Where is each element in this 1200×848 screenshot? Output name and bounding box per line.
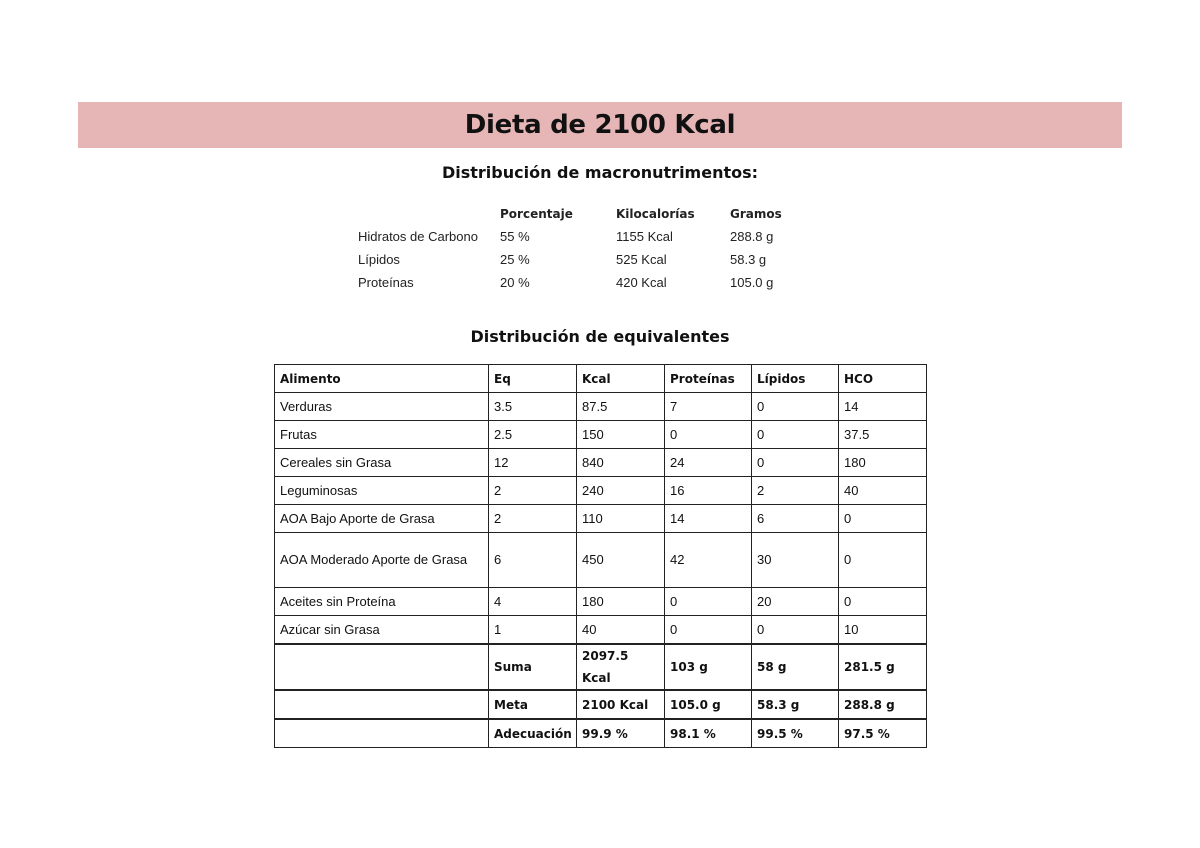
header-cell: Proteínas	[665, 365, 752, 393]
table-cell: 14	[839, 393, 927, 421]
table-cell: 110	[577, 505, 665, 533]
summary-row-suma	[275, 644, 927, 690]
macro-row	[358, 225, 810, 248]
table-row	[275, 505, 927, 533]
summary-label: Suma	[489, 644, 577, 690]
table-cell: 2.5	[489, 421, 577, 449]
macro-cell: Hidratos de Carbono	[358, 229, 478, 244]
page-title: Dieta de 2100 Kcal	[464, 110, 736, 140]
table-cell: 180	[577, 588, 665, 616]
macro-cell: 20 %	[500, 275, 530, 290]
summary-cell: 2097.5 Kcal	[577, 644, 665, 690]
table-cell: 0	[752, 421, 839, 449]
table-cell: 40	[577, 616, 665, 645]
macro-header-cell: Gramos	[730, 206, 782, 221]
macro-cell: 1155 Kcal	[616, 229, 673, 244]
macro-header-row	[358, 202, 810, 225]
summary-cell: 99.5 %	[752, 719, 839, 748]
summary-cell: 103 g	[665, 644, 752, 690]
summary-cell: 98.1 %	[665, 719, 752, 748]
summary-row-adecuacion	[275, 719, 927, 748]
macro-header-cell: Kilocalorías	[616, 206, 695, 221]
table-cell: 14	[665, 505, 752, 533]
macro-cell: Lípidos	[358, 252, 400, 267]
macro-row	[358, 271, 810, 294]
macro-table	[358, 202, 810, 294]
table-cell: 2	[489, 505, 577, 533]
table-cell: 0	[665, 616, 752, 645]
macro-cell: 420 Kcal	[616, 275, 667, 290]
header-cell: Lípidos	[752, 365, 839, 393]
table-cell: Aceites sin Proteína	[275, 588, 489, 616]
summary-blank-cell	[275, 644, 489, 690]
macro-cell: Proteínas	[358, 275, 414, 290]
table-cell: Leguminosas	[275, 477, 489, 505]
table-cell: 150	[577, 421, 665, 449]
table-cell: 2	[489, 477, 577, 505]
macro-cell: 25 %	[500, 252, 530, 267]
table-row	[275, 449, 927, 477]
table-cell: 0	[839, 533, 927, 588]
summary-label: Meta	[489, 690, 577, 719]
table-row	[275, 588, 927, 616]
table-cell: 6	[752, 505, 839, 533]
summary-label: Adecuación	[489, 719, 577, 748]
macro-header-cell: Porcentaje	[500, 206, 573, 221]
summary-blank-cell	[275, 690, 489, 719]
table-cell: 42	[665, 533, 752, 588]
macro-row	[358, 248, 810, 271]
summary-cell: 105.0 g	[665, 690, 752, 719]
macro-cell: 55 %	[500, 229, 530, 244]
table-row	[275, 421, 927, 449]
summary-cell: 2100 Kcal	[577, 690, 665, 719]
summary-cell: 97.5 %	[839, 719, 927, 748]
table-cell: 20	[752, 588, 839, 616]
table-cell: 0	[839, 505, 927, 533]
macro-cell: 105.0 g	[730, 275, 774, 290]
header-cell: Alimento	[275, 365, 489, 393]
table-cell: 10	[839, 616, 927, 645]
equivalents-table	[274, 364, 927, 748]
table-cell: 240	[577, 477, 665, 505]
title-banner	[78, 102, 1122, 148]
table-cell: Verduras	[275, 393, 489, 421]
table-cell: AOA Bajo Aporte de Grasa	[275, 505, 489, 533]
table-row	[275, 616, 927, 645]
summary-cell: 281.5 g	[839, 644, 927, 690]
summary-cell: 58 g	[752, 644, 839, 690]
macro-heading: Distribución de macronutrimentos:	[441, 163, 759, 182]
table-cell: 12	[489, 449, 577, 477]
summary-cell: 288.8 g	[839, 690, 927, 719]
table-cell: 3.5	[489, 393, 577, 421]
header-cell: Eq	[489, 365, 577, 393]
table-row	[275, 533, 927, 588]
macro-cell: 525 Kcal	[616, 252, 667, 267]
summary-cell: 99.9 %	[577, 719, 665, 748]
table-row	[275, 477, 927, 505]
table-cell: 0	[752, 449, 839, 477]
table-cell: 7	[665, 393, 752, 421]
table-cell: 40	[839, 477, 927, 505]
table-cell: 16	[665, 477, 752, 505]
table-cell: 1	[489, 616, 577, 645]
header-cell: HCO	[839, 365, 927, 393]
table-cell: 4	[489, 588, 577, 616]
table-cell: 24	[665, 449, 752, 477]
macro-cell: 58.3 g	[730, 252, 767, 267]
macro-cell: 288.8 g	[730, 229, 774, 244]
summary-cell: 58.3 g	[752, 690, 839, 719]
table-cell: 0	[752, 616, 839, 645]
table-cell: 180	[839, 449, 927, 477]
table-row	[275, 393, 927, 421]
table-cell: 2	[752, 477, 839, 505]
table-cell: Cereales sin Grasa	[275, 449, 489, 477]
table-cell: 450	[577, 533, 665, 588]
table-cell: 0	[752, 393, 839, 421]
table-cell: 87.5	[577, 393, 665, 421]
table-cell: 30	[752, 533, 839, 588]
table-cell: 0	[839, 588, 927, 616]
table-cell: 37.5	[839, 421, 927, 449]
table-cell: Frutas	[275, 421, 489, 449]
table-header-row	[275, 365, 927, 393]
header-cell: Kcal	[577, 365, 665, 393]
table-cell: 0	[665, 588, 752, 616]
table-cell: 840	[577, 449, 665, 477]
equiv-heading: Distribución de equivalentes	[470, 327, 730, 346]
table-cell: Azúcar sin Grasa	[275, 616, 489, 645]
table-cell: AOA Moderado Aporte de Grasa	[275, 533, 489, 588]
table-cell: 0	[665, 421, 752, 449]
summary-blank-cell	[275, 719, 489, 748]
table-cell: 6	[489, 533, 577, 588]
summary-row-meta	[275, 690, 927, 719]
